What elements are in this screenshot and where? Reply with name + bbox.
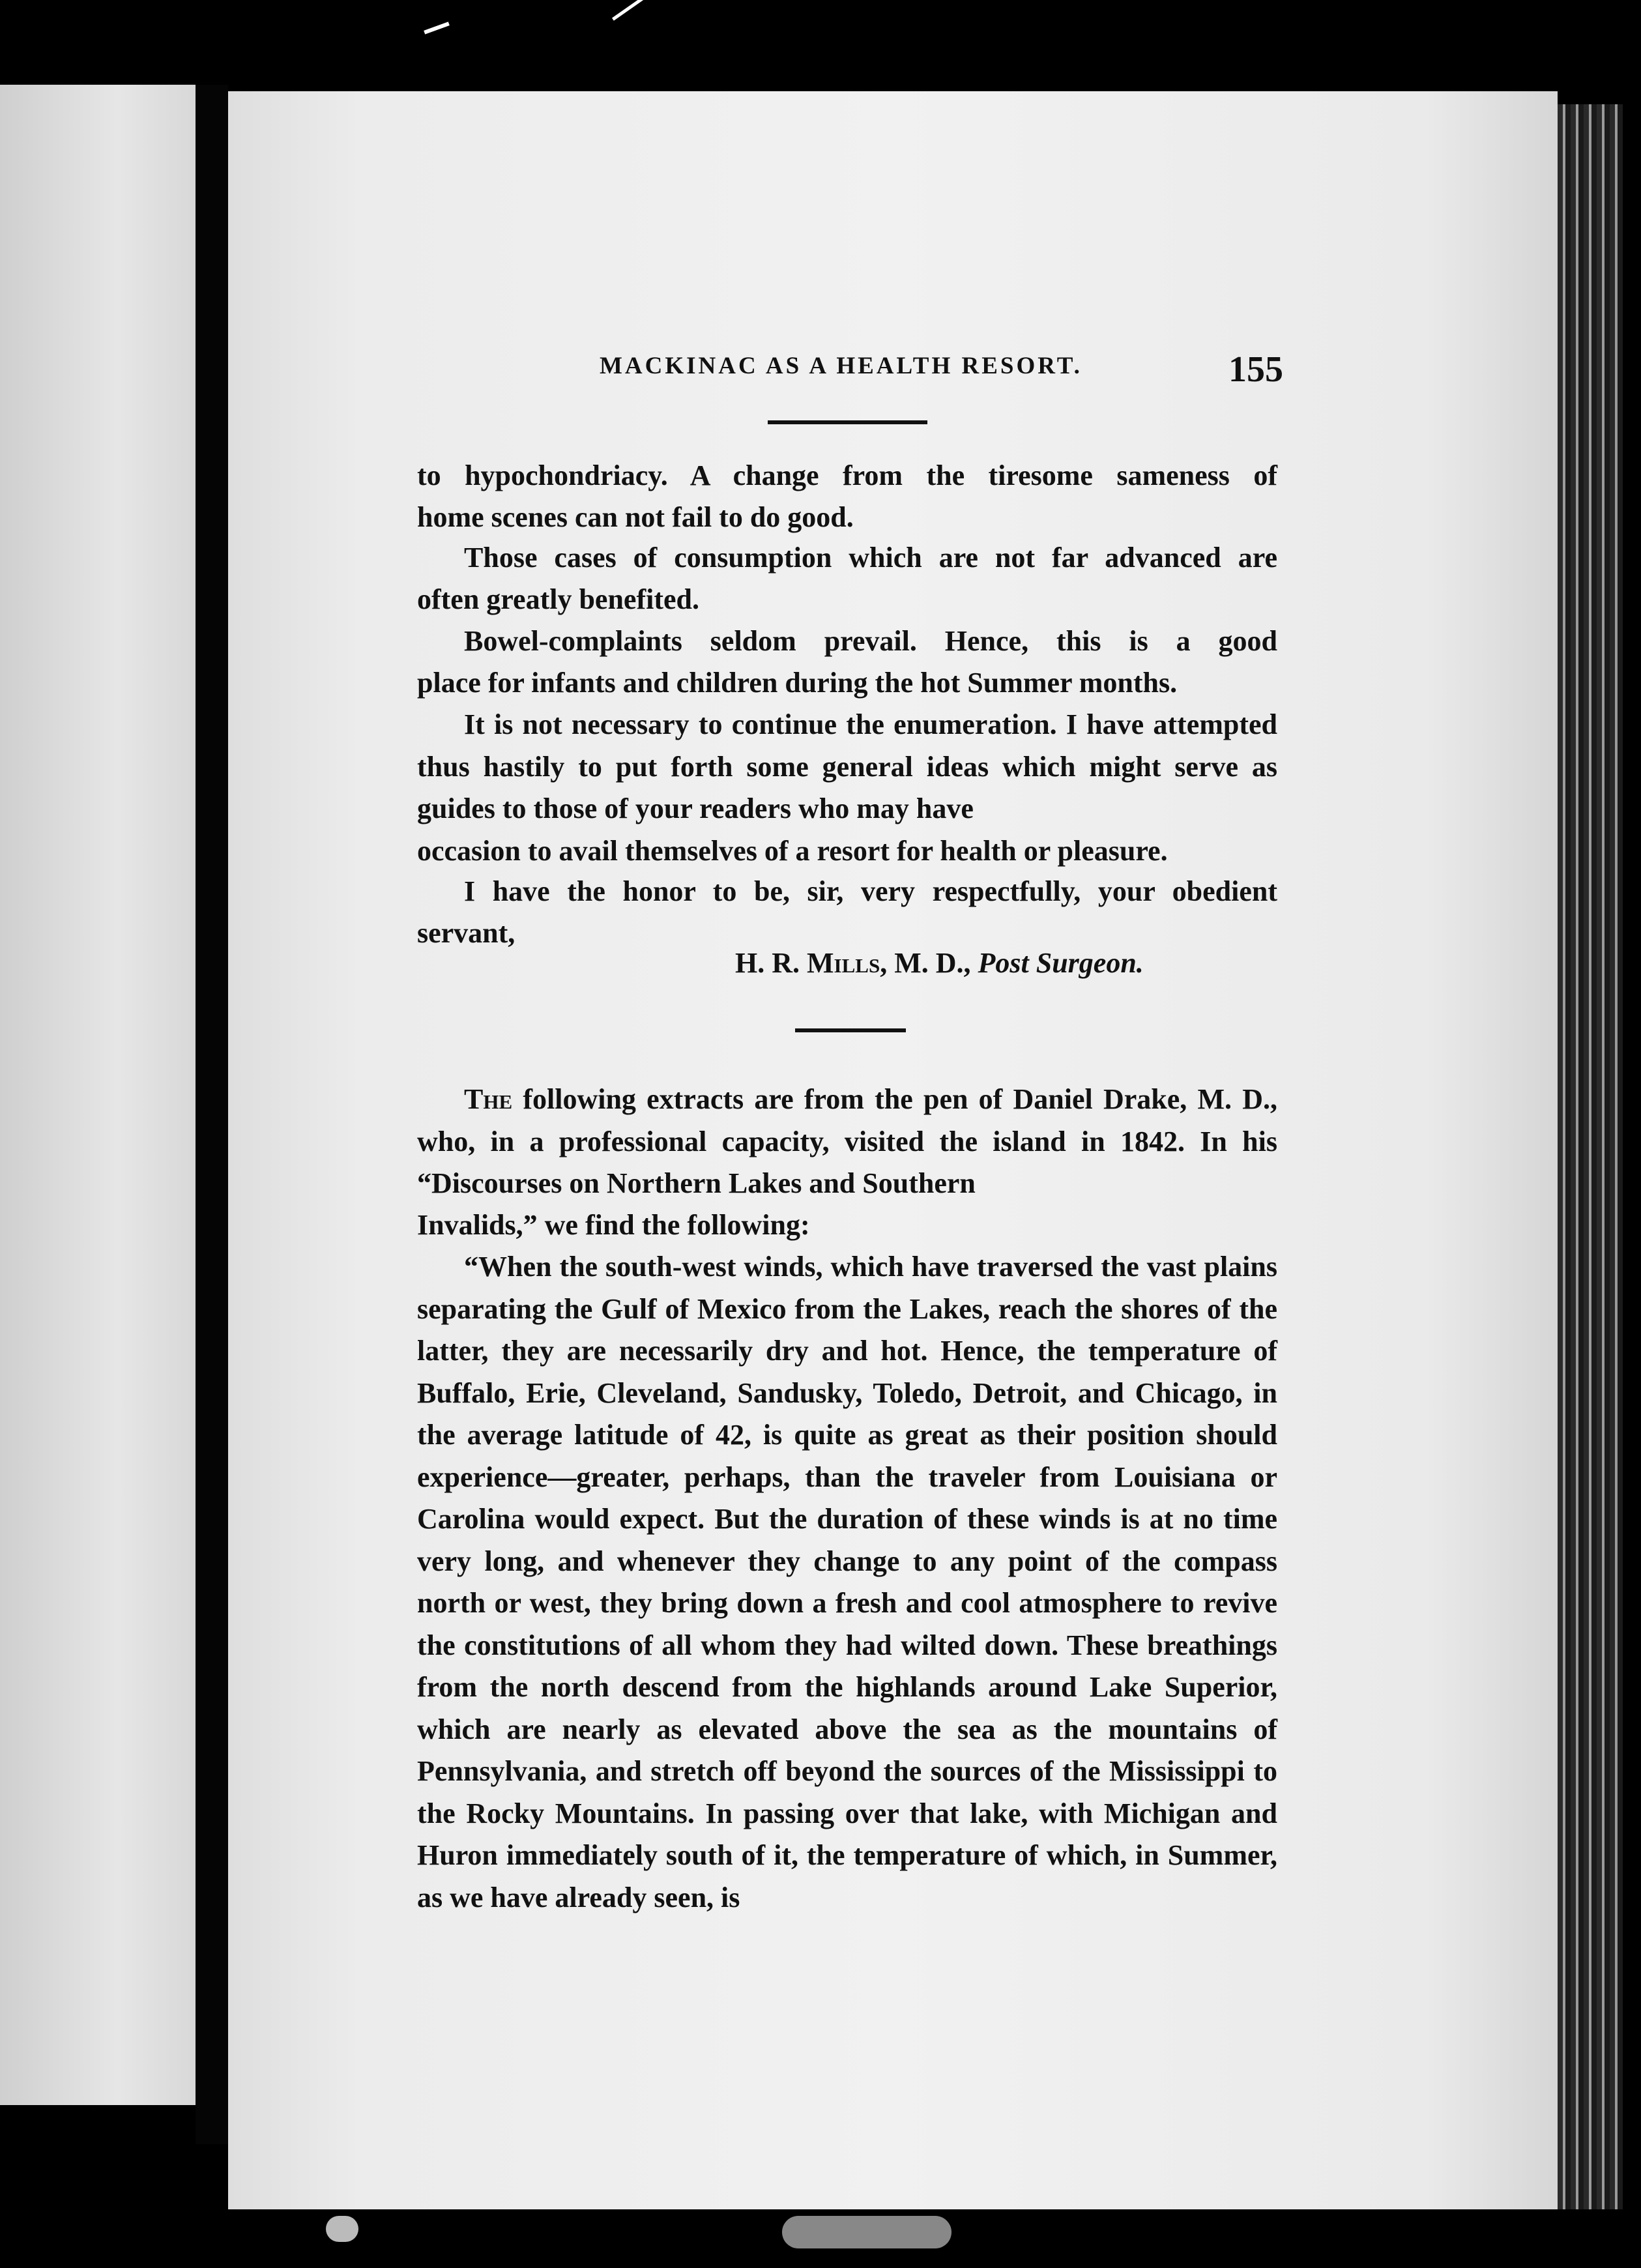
signature-title: Post Surgeon.: [978, 947, 1144, 979]
text-line: place for infants and children during the hot Summer months.: [417, 667, 1178, 699]
paragraph-drake-intro-end: [417, 1204, 1277, 1247]
text-line: occasion to avail themselves of a resort for health or pleasure.: [417, 835, 1168, 867]
paragraph-enumeration-end: [417, 830, 1277, 873]
scan-speck: [326, 2216, 358, 2242]
scan-border-right: [1623, 0, 1641, 2268]
text-line: servant,: [417, 917, 516, 949]
paragraph-continuation: [417, 455, 1277, 497]
section-rule: [795, 1028, 906, 1032]
paragraph-drake-intro: [417, 1079, 1277, 1205]
text-block: following extracts are from the pen of Daniel Drake, M. D., who, in a professional capacity, visited the island in 1842. In his “Discourses on Northern Lakes and Southern: [417, 1083, 1278, 1199]
paragraph-bowel-end: [417, 662, 1277, 705]
signature-name: H. R. Mills, M. D.,: [735, 947, 971, 979]
running-head: MACKINAC AS A HEALTH RESORT.: [600, 353, 1082, 379]
text-line: Invalids,” we find the following:: [417, 1209, 810, 1241]
text-block: It is not necessary to continue the enumeration. I have attempted thus hastily to put forth some general ideas which might serve as guides to those of your readers who may have: [417, 708, 1277, 824]
lead-word: The: [464, 1083, 513, 1115]
book-gutter: [196, 85, 228, 2144]
quotation-paragraph: [417, 1246, 1277, 1919]
paragraph-bowel: [417, 620, 1277, 663]
paragraph-enumeration: [417, 704, 1277, 830]
paragraph-consumption-end: [417, 579, 1277, 621]
text-line: I have the honor to be, sir, very respectfully, your obedient: [464, 875, 1277, 907]
paragraph-consumption: [417, 537, 1277, 579]
text-line: often greatly benefited.: [417, 583, 699, 615]
page-number: 155: [1228, 349, 1283, 390]
text-line: Those cases of consumption which are not far advanced are: [464, 542, 1277, 574]
signature: [735, 942, 1144, 985]
paragraph-continuation-end: [417, 497, 1277, 539]
page-stack-edges: [1558, 104, 1623, 2216]
header-rule: [768, 420, 927, 424]
text-line: Bowel-complaints seldom prevail. Hence, this is a good: [464, 625, 1277, 657]
text-line: to hypochondriacy. A change from the tiresome sameness of: [417, 459, 1277, 491]
facing-page-edge: [0, 85, 196, 2105]
scan-speck: [782, 2216, 951, 2248]
text-line: home scenes can not fail to do good.: [417, 501, 854, 533]
paragraph-closing: [417, 871, 1277, 913]
text-block: “When the south-west winds, which have traversed the vast plains separating the Gulf of Mexico from the Lakes, reach the shores of the latter, they are necessarily dry and hot. Hence, the temperature of Buffalo, Erie, Cleveland, Sandusky, Toledo, Detroit, and Chicago, in the average latitude of 42, is quite as great as their position should experience—greater, perhaps, than the traveler from Louisiana or Carolina would expect. But the duration of these winds is at no time very long, and whenever they change to any point of the compass north or west, they bring down a fresh and cool atmosphere to revive the constitutions of all whom they had wilted down. These breathings from the north descend from the highlands around Lake Superior, which are nearly as elevated above the sea as the mountains of Pennsylvania, and stretch off beyond the sources of the Mississippi to the Rocky Mountains. In passing over that lake, with Michigan and Huron immediately south of it, the temperature of which, in Summer, as we have already seen, is: [417, 1251, 1277, 1913]
